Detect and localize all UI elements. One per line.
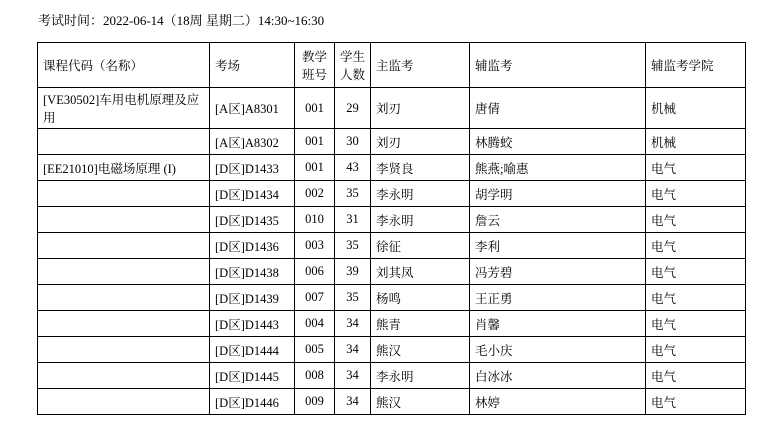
col-header-course: 课程代码（名称） <box>38 43 210 88</box>
col-header-chief-invigilator: 主监考 <box>371 43 470 88</box>
cell-assistant-college: 电气 <box>646 363 746 389</box>
cell-assistant-college: 机械 <box>646 129 746 155</box>
cell-student-count: 34 <box>335 389 371 415</box>
cell-assistant-invigilator: 冯芳碧 <box>470 259 646 285</box>
cell-chief-invigilator: 熊青 <box>371 311 470 337</box>
cell-assistant-college: 电气 <box>646 233 746 259</box>
cell-assistant-invigilator: 唐倩 <box>470 88 646 129</box>
cell-course <box>38 181 210 207</box>
cell-assistant-college: 电气 <box>646 259 746 285</box>
cell-room: [A区]A8301 <box>210 88 295 129</box>
cell-assistant-college: 电气 <box>646 155 746 181</box>
table-header-row <box>38 43 746 88</box>
exam-time-label: 考试时间：2022-06-14（18周 星期二）14:30~16:30 <box>38 13 325 28</box>
cell-course <box>38 363 210 389</box>
cell-chief-invigilator: 熊汉 <box>371 337 470 363</box>
cell-class-no: 001 <box>295 155 335 181</box>
col-header-student-count: 学生人数 <box>335 43 371 88</box>
cell-chief-invigilator: 徐征 <box>371 233 470 259</box>
col-header-room: 考场 <box>210 43 295 88</box>
cell-assistant-invigilator: 肖馨 <box>470 311 646 337</box>
cell-course <box>38 233 210 259</box>
table-row <box>38 285 746 311</box>
table-body <box>38 88 746 415</box>
cell-course <box>38 129 210 155</box>
exam-schedule-table <box>37 42 746 415</box>
cell-student-count: 43 <box>335 155 371 181</box>
table-row <box>38 337 746 363</box>
cell-course <box>38 311 210 337</box>
cell-student-count: 34 <box>335 337 371 363</box>
table-row <box>38 389 746 415</box>
cell-room: [D区]D1434 <box>210 181 295 207</box>
cell-student-count: 35 <box>335 181 371 207</box>
table-row <box>38 311 746 337</box>
col-header-assistant-college: 辅监考学院 <box>646 43 746 88</box>
cell-assistant-college: 电气 <box>646 389 746 415</box>
cell-room: [D区]D1435 <box>210 207 295 233</box>
cell-room: [D区]D1439 <box>210 285 295 311</box>
cell-assistant-college: 电气 <box>646 337 746 363</box>
cell-student-count: 35 <box>335 285 371 311</box>
cell-course <box>38 207 210 233</box>
cell-chief-invigilator: 李贤良 <box>371 155 470 181</box>
cell-assistant-invigilator: 毛小庆 <box>470 337 646 363</box>
cell-room: [D区]D1433 <box>210 155 295 181</box>
cell-chief-invigilator: 刘刃 <box>371 88 470 129</box>
cell-student-count: 39 <box>335 259 371 285</box>
cell-class-no: 007 <box>295 285 335 311</box>
col-header-class-no: 教学班号 <box>295 43 335 88</box>
cell-class-no: 001 <box>295 129 335 155</box>
cell-chief-invigilator: 刘其凤 <box>371 259 470 285</box>
cell-assistant-invigilator: 熊燕;喻惠 <box>470 155 646 181</box>
cell-assistant-college: 电气 <box>646 207 746 233</box>
cell-class-no: 004 <box>295 311 335 337</box>
cell-assistant-invigilator: 白冰冰 <box>470 363 646 389</box>
cell-class-no: 009 <box>295 389 335 415</box>
col-header-assistant-invigilator: 辅监考 <box>470 43 646 88</box>
cell-course <box>38 337 210 363</box>
cell-room: [D区]D1446 <box>210 389 295 415</box>
cell-assistant-invigilator: 胡学明 <box>470 181 646 207</box>
cell-class-no: 006 <box>295 259 335 285</box>
cell-course: [VE30502]车用电机原理及应用 <box>38 88 210 129</box>
table-row <box>38 363 746 389</box>
cell-room: [D区]D1445 <box>210 363 295 389</box>
cell-assistant-college: 电气 <box>646 311 746 337</box>
cell-assistant-invigilator: 林腾蛟 <box>470 129 646 155</box>
table-row <box>38 129 746 155</box>
cell-chief-invigilator: 李永明 <box>371 207 470 233</box>
cell-assistant-college: 机械 <box>646 88 746 129</box>
cell-assistant-college: 电气 <box>646 285 746 311</box>
cell-student-count: 30 <box>335 129 371 155</box>
cell-course: [EE21010]电磁场原理 (I) <box>38 155 210 181</box>
cell-chief-invigilator: 刘刃 <box>371 129 470 155</box>
cell-room: [A区]A8302 <box>210 129 295 155</box>
cell-student-count: 29 <box>335 88 371 129</box>
table-row <box>38 207 746 233</box>
cell-chief-invigilator: 李永明 <box>371 363 470 389</box>
cell-room: [D区]D1444 <box>210 337 295 363</box>
cell-student-count: 34 <box>335 363 371 389</box>
cell-room: [D区]D1438 <box>210 259 295 285</box>
cell-class-no: 001 <box>295 88 335 129</box>
cell-chief-invigilator: 李永明 <box>371 181 470 207</box>
cell-chief-invigilator: 熊汉 <box>371 389 470 415</box>
cell-chief-invigilator: 杨鸣 <box>371 285 470 311</box>
cell-course <box>38 259 210 285</box>
table-row <box>38 155 746 181</box>
cell-assistant-college: 电气 <box>646 181 746 207</box>
cell-student-count: 34 <box>335 311 371 337</box>
cell-student-count: 35 <box>335 233 371 259</box>
table-row <box>38 181 746 207</box>
cell-class-no: 010 <box>295 207 335 233</box>
cell-student-count: 31 <box>335 207 371 233</box>
cell-course <box>38 389 210 415</box>
cell-class-no: 003 <box>295 233 335 259</box>
cell-assistant-invigilator: 李利 <box>470 233 646 259</box>
cell-assistant-invigilator: 林婷 <box>470 389 646 415</box>
cell-assistant-invigilator: 詹云 <box>470 207 646 233</box>
table-row <box>38 233 746 259</box>
table-row <box>38 259 746 285</box>
cell-course <box>38 285 210 311</box>
cell-room: [D区]D1443 <box>210 311 295 337</box>
cell-assistant-invigilator: 王正勇 <box>470 285 646 311</box>
cell-room: [D区]D1436 <box>210 233 295 259</box>
cell-class-no: 005 <box>295 337 335 363</box>
cell-class-no: 008 <box>295 363 335 389</box>
table-row <box>38 88 746 129</box>
cell-class-no: 002 <box>295 181 335 207</box>
